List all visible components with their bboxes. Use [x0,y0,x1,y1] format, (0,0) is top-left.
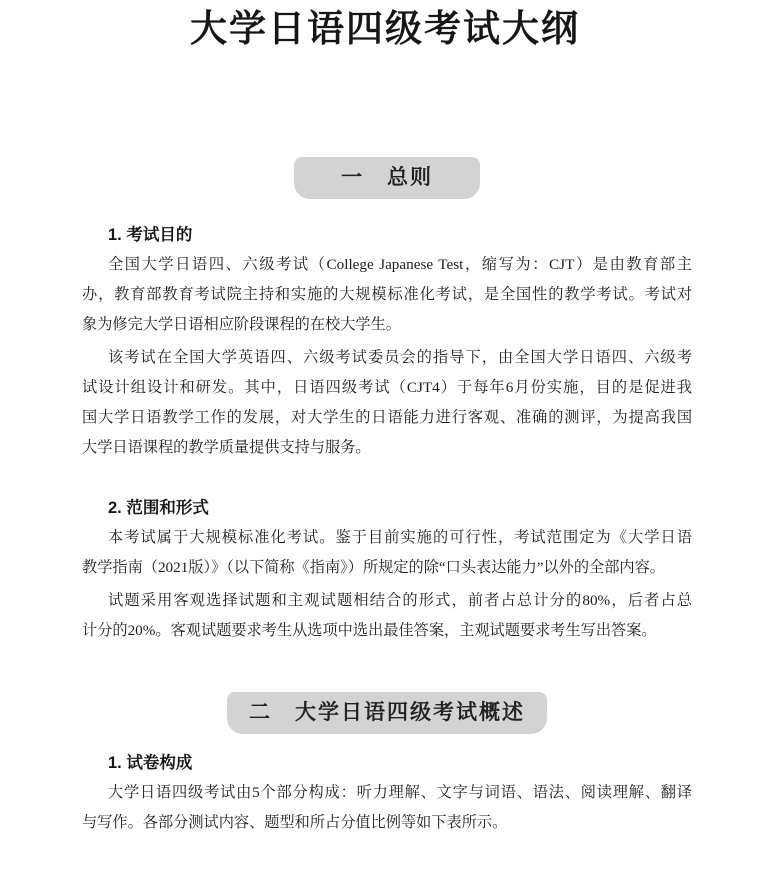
section-ribbon-2 [227,692,547,734]
paragraph [82,250,692,340]
section-banner-row-2 [82,692,692,734]
paragraph-line: 大学日语课程的教学质量提供支持与服务。 [82,439,371,456]
subsection-heading: 2. 范围和形式 [108,499,209,517]
paragraph-line: 全国大学日语四、六级考试（College Japanese Test，缩写为：CJT）是由教育部主 [108,256,692,273]
section-banner-title: 一 总则 [341,165,433,189]
ribbon-curl-left-icon [288,150,310,170]
paragraph [82,586,692,646]
paragraph-line: 教学指南（2021版）》（以下简称《指南》）所规定的除“口头表达能力”以外的全部内容。 [82,559,665,576]
document-title [190,7,580,51]
section-banner-row-1 [82,157,692,199]
paragraph-line: 与写作。各部分测试内容、题型和所占分值比例等如下表所示。 [82,814,508,831]
subsection-heading: 1. 试卷构成 [108,754,193,772]
content-column [0,157,770,838]
section-ribbon-1 [294,157,480,199]
paragraph-line: 办，教育部教育考试院主持和实施的大规模标准化考试，是全国性的教学考试。考试对 [82,286,692,303]
ribbon-curl-right-icon [531,685,553,705]
title-row [0,0,770,51]
paragraph-line: 象为修完大学日语相应阶段课程的在校大学生。 [82,316,401,333]
document-title-text: 大学日语四级考试大纲 [190,8,580,49]
subsection-heading: 1. 考试目的 [108,226,193,244]
paragraph-line: 本考试属于大规模标准化考试。鉴于目前实施的可行性，考试范围定为《大学日语 [108,529,692,546]
section-body-2 [82,751,692,838]
section-banner-title: 二 大学日语四级考试概述 [249,700,525,724]
ribbon-curl-left-icon [221,685,243,705]
paragraph [82,778,692,838]
paragraph [82,523,692,583]
section-body-1 [82,223,692,646]
paragraph-line: 该考试在全国大学英语四、六级考试委员会的指导下，由全国大学日语四、六级考 [108,349,692,366]
ribbon-curl-right-icon [464,150,486,170]
paragraph-line: 国大学日语教学工作的发展，对大学生的日语能力进行客观、准确的测评，为提高我国 [82,409,692,426]
paragraph-line: 计分的20%。客观试题要求考生从选项中选出最佳答案，主观试题要求考生写出答案。 [82,622,657,639]
paragraph [82,343,692,463]
paragraph-line: 试设计组设计和研发。其中，日语四级考试（CJT4）于每年6月份实施，目的是促进我 [82,379,692,396]
paragraph-line: 大学日语四级考试由5个部分构成：听力理解、文字与词语、语法、阅读理解、翻译 [108,784,692,801]
paragraph-line: 试题采用客观选择试题和主观试题相结合的形式，前者占总计分的80%，后者占总 [108,592,692,609]
